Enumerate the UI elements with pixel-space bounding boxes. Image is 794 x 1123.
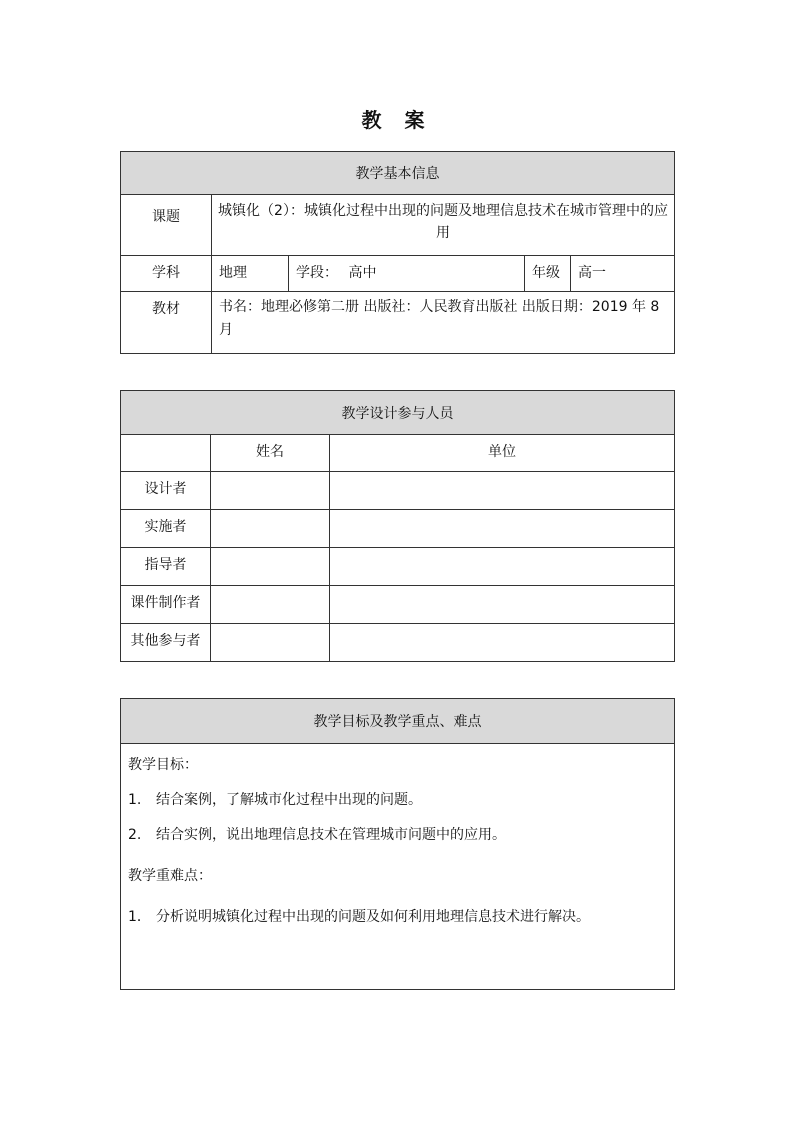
grade-value: 高一 xyxy=(571,256,675,292)
unit-cell xyxy=(330,510,675,548)
role-cell: 其他参与者 xyxy=(121,624,211,662)
participants-header: 教学设计参与人员 xyxy=(121,391,675,435)
stage-value: 高中 xyxy=(348,265,377,281)
textbook-label: 教材 xyxy=(121,292,212,354)
key-point-number: 1． xyxy=(128,909,151,925)
objectives-table xyxy=(120,698,675,990)
unit-cell xyxy=(330,548,675,586)
goals-label: 教学目标： xyxy=(128,757,198,773)
unit-cell xyxy=(330,624,675,662)
name-cell xyxy=(211,510,330,548)
role-cell: 指导者 xyxy=(121,548,211,586)
role-cell: 设计者 xyxy=(121,472,211,510)
topic-label: 课题 xyxy=(121,195,212,256)
table-row xyxy=(121,548,675,586)
table-row xyxy=(121,510,675,548)
name-cell xyxy=(211,548,330,586)
basic-info-table xyxy=(120,151,675,354)
goal-number: 1. xyxy=(128,792,142,808)
goal-item xyxy=(128,824,667,844)
goal-number: 2. xyxy=(128,827,142,843)
table-row xyxy=(121,586,675,624)
role-cell: 课件制作者 xyxy=(121,586,211,624)
name-cell xyxy=(211,472,330,510)
table-row xyxy=(121,624,675,662)
name-cell xyxy=(211,586,330,624)
subject-value: 地理 xyxy=(212,256,289,292)
objectives-header: 教学目标及教学重点、难点 xyxy=(121,699,675,744)
unit-cell xyxy=(330,586,675,624)
key-points-label: 教学重难点： xyxy=(128,868,212,884)
textbook-value: 书名：地理必修第二册 出版社：人民教育出版社 出版日期：2019 年 8 月 xyxy=(212,292,675,354)
key-point-item xyxy=(128,906,667,926)
role-cell: 实施者 xyxy=(121,510,211,548)
stage-cell xyxy=(289,256,525,292)
objectives-body xyxy=(121,744,675,990)
goal-item xyxy=(128,789,667,809)
topic-value: 城镇化（2）：城镇化过程中出现的问题及地理信息技术在城市管理中的应用 xyxy=(212,195,675,256)
column-header-name: 姓名 xyxy=(211,435,330,472)
key-point-text: 分析说明城镇化过程中出现的问题及如何利用地理信息技术进行解决。 xyxy=(156,909,590,925)
page-title: 教 案 xyxy=(361,108,433,132)
column-header-role xyxy=(121,435,211,472)
grade-label: 年级 xyxy=(525,256,571,292)
table-row xyxy=(121,472,675,510)
subject-label: 学科 xyxy=(121,256,212,292)
basic-info-header: 教学基本信息 xyxy=(121,152,675,195)
name-cell xyxy=(211,624,330,662)
stage-label: 学段： xyxy=(296,265,338,281)
participants-table xyxy=(120,390,675,662)
goal-text: 结合案例，了解城市化过程中出现的问题。 xyxy=(156,792,422,808)
column-header-unit: 单位 xyxy=(330,435,675,472)
goal-text: 结合实例，说出地理信息技术在管理城市问题中的应用。 xyxy=(156,827,506,843)
unit-cell xyxy=(330,472,675,510)
